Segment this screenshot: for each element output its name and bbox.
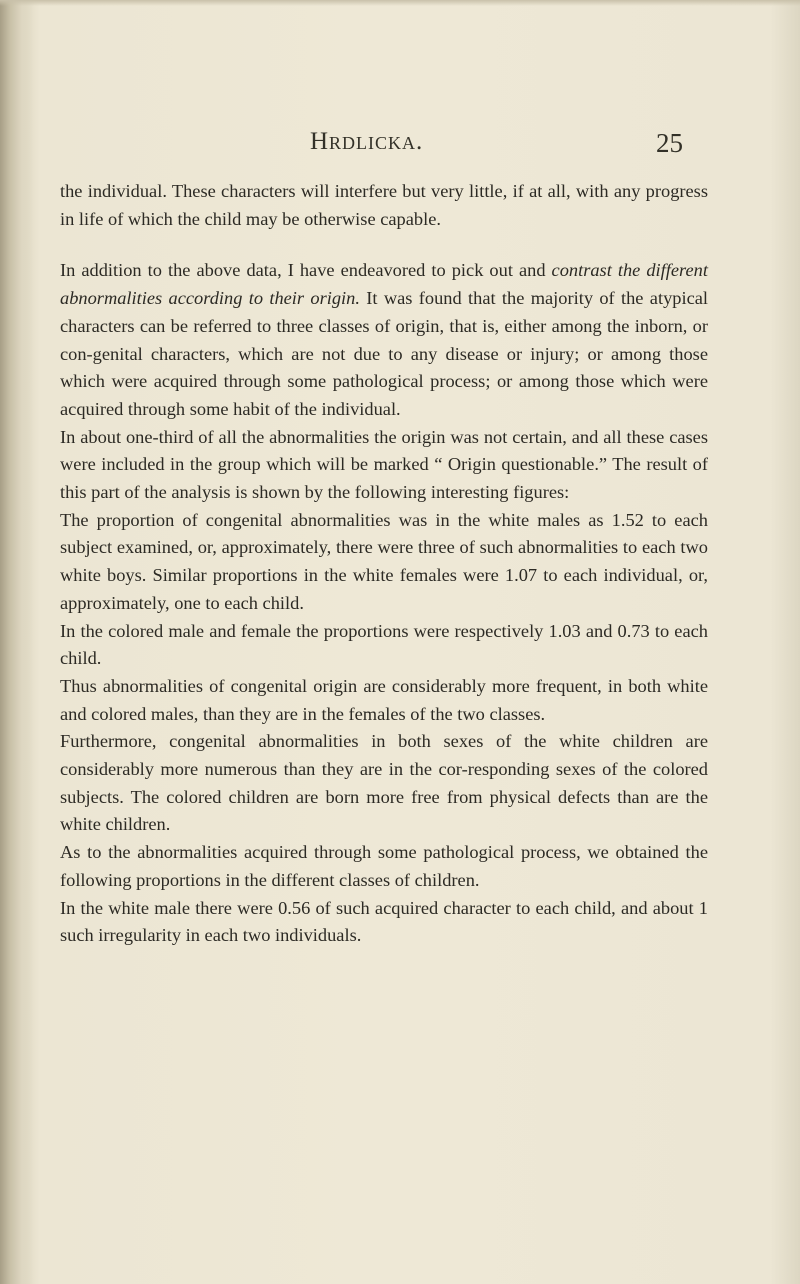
paragraph-1: the individual. These characters will interfere but very little, if at all, with any progress in life of which the child may be otherwise capable. — [60, 181, 708, 229]
page-binding-shadow — [0, 0, 34, 1284]
paragraph-5: In the colored male and female the proportions were respectively 1.03 and 0.73 to each child. — [60, 620, 708, 669]
paragraph-2 — [60, 257, 708, 423]
body-text — [60, 178, 708, 950]
paragraph-2-emphasis: contrast the different abnormalities according to their origin. — [60, 260, 708, 309]
running-head — [0, 128, 800, 168]
paragraph-2-start: In addition to the above data, I have endeavored to pick out and — [60, 260, 552, 281]
paragraph-6: Thus abnormalities of congenital origin are considerably more frequent, in both white and colored males, than they are in the females of the two classes. — [60, 675, 708, 724]
page-top-shadow — [0, 0, 800, 6]
paragraph-4: The proportion of congenital abnormalities was in the white males as 1.52 to each subject examined, or, approximately, there were three of such abnormalities to each two white boys. Similar proportions in the white females were 1.07 to each individual, or, approximately, one to each child. — [60, 509, 708, 613]
paragraph-3: In about one-third of all the abnormalities the origin was not certain, and all these cases were included in the group which will be marked “ Origin questionable.” The result of this part of the analysis is shown by the following interesting figures: — [60, 426, 708, 503]
paragraph-2-end: It was found that the majority of the atypical characters can be referred to three classes of origin, that is, either among the inborn, or con-genital characters, which are not due to any disease or injury; or among those which were acquired through some pathological process; or among those which were acquired through some habit of the individual. — [60, 288, 709, 419]
page-number: 25 — [656, 128, 683, 158]
paragraph-8: As to the abnormalities acquired through some pathological process, we obtained the following proportions in the different classes of children. — [60, 842, 708, 890]
running-title: Hrdlicka. — [310, 128, 424, 155]
paragraph-7: Furthermore, congenital abnormalities in both sexes of the white children are considerably more numerous than they are in the cor-responding sexes of the colored subjects. The colored children are born more free from physical defects than are the white children. — [60, 731, 708, 835]
paragraph-9: In the white male there were 0.56 of such acquired character to each child, and about 1 such irregularity in each two individuals. — [60, 897, 708, 946]
